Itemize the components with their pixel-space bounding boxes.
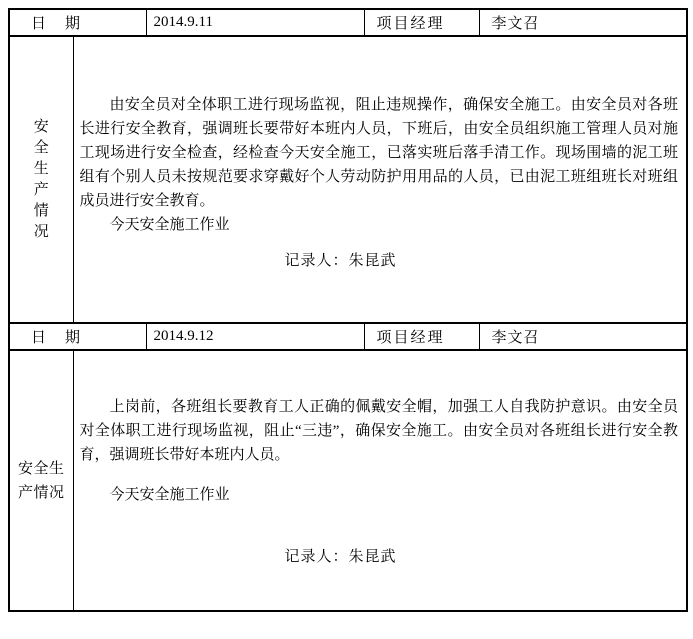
side-label-char: 全 bbox=[33, 139, 49, 156]
date-label: 日 期 bbox=[31, 16, 83, 32]
section2-date-label-cell bbox=[9, 323, 146, 350]
section1-manager-label-cell bbox=[364, 9, 479, 36]
side-label-line: 产情况 bbox=[17, 484, 65, 501]
section2-date-value-cell bbox=[146, 323, 364, 350]
section2-body-row bbox=[9, 350, 687, 611]
manager-label: 项目经理 bbox=[376, 16, 445, 32]
date-value: 2014.9.11 bbox=[153, 14, 213, 30]
section1-manager-name-cell bbox=[479, 9, 687, 36]
section1-date-label-cell bbox=[9, 9, 146, 36]
side-label-line: 安全生 bbox=[17, 460, 65, 477]
date-label: 日 期 bbox=[31, 330, 83, 346]
section1-body-row bbox=[9, 36, 687, 323]
side-label-char: 况 bbox=[33, 223, 49, 240]
manager-name: 李文召 bbox=[491, 16, 540, 32]
document-sheet bbox=[8, 8, 688, 612]
side-label-char: 生 bbox=[33, 160, 49, 177]
manager-label: 项目经理 bbox=[376, 330, 445, 346]
section2-side-label-cell bbox=[9, 350, 73, 611]
section2-recorder: 记录人：朱昆武 bbox=[284, 549, 397, 565]
section1-header-row bbox=[9, 9, 687, 36]
section1-recorder: 记录人：朱昆武 bbox=[284, 253, 397, 269]
section2-work-note: 今天安全施工作业 bbox=[109, 487, 230, 503]
section2-manager-name-cell bbox=[479, 323, 687, 350]
date-value: 2014.9.12 bbox=[153, 328, 214, 344]
section2-paragraph: 上岗前，各班组长要教育工人正确的佩戴安全帽，加强工人自我防护意识。由安全员对全体职工进行现场监视，阻止“三违”，确保安全施工。由安全员对各班组长进行安全教育，强调班长带好本班内人员。 bbox=[79, 399, 679, 463]
section2-header-row bbox=[9, 323, 687, 350]
section1-content-cell bbox=[73, 36, 687, 323]
side-label-char: 产 bbox=[33, 181, 49, 198]
section1-side-label-cell bbox=[9, 36, 73, 323]
side-label-char: 情 bbox=[33, 202, 49, 219]
section1-work-note: 今天安全施工作业 bbox=[109, 217, 230, 233]
section2-content-cell bbox=[73, 350, 687, 611]
section1-date-value-cell bbox=[146, 9, 364, 36]
side-label-char: 安 bbox=[33, 118, 49, 135]
section1-paragraph: 由安全员对全体职工进行现场监视，阻止违规操作，确保安全施工。由安全员对各班长进行安全教育，强调班长要带好本班内人员，下班后，由安全员组织施工管理人员对施工现场进行安全检查，经检查今天安全施工，已落实班后落手清工作。现场围墙的泥工班组有个别人员未按规范要求穿戴好个人劳动防护用用品的人员，已由泥工班组班长对班组成员进行安全教育。 bbox=[79, 97, 679, 209]
manager-name: 李文召 bbox=[491, 330, 540, 346]
section2-manager-label-cell bbox=[364, 323, 479, 350]
safety-record-table bbox=[8, 8, 688, 612]
